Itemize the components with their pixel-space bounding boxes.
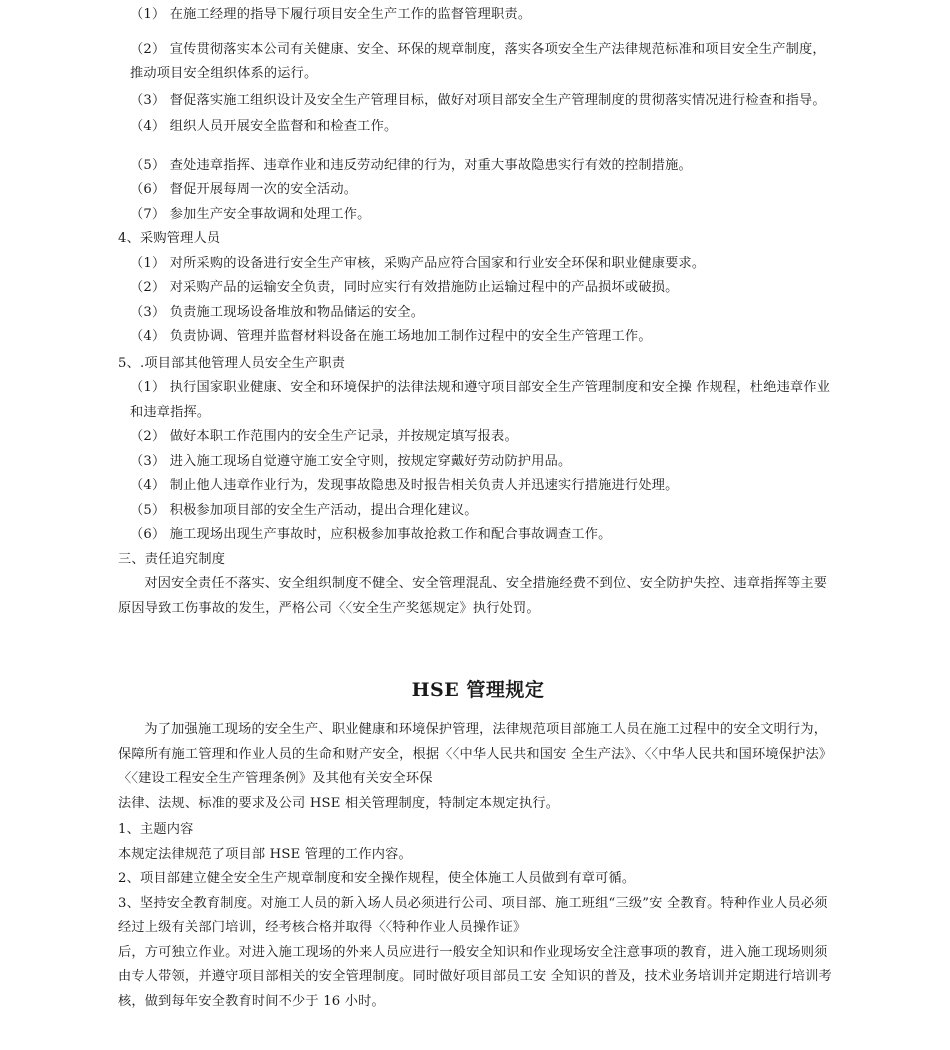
hse-item-2: 2、项目部建立健全安全生产规章制度和安全操作规程，使全体施工人员做到有章可循。 (118, 871, 636, 886)
hse-title: HSE 管理规定 (411, 679, 545, 701)
duty-4-4: （4） 负责协调、管理并监督材料设备在施工场地加工制作过程中的安全生产管理工作。 (130, 329, 652, 344)
hse-item-3b: 后，方可独立作业。对进入施工现场的外来人员应进行一般安全知识和作业现场安全注意事项的教育，进入施工现场则须由专人带领，并遵守项目部相关的安全管理制度。同时做好项目部员工安 全知识的普及，技术业务培训并定期进行培训考核，做到每年安全教育时间不少于 16 小时。 (118, 944, 832, 1009)
hse-intro-1: 为了加强施工现场的安全生产、职业健康和环境保护管理，法律规范项目部施工人员在施工过程中的安全文明行为，保障所有施工管理和作业人员的生命和财产安全，根据〈〈中华人民共和国安 全生产法》、〈〈中华人民共和国环境保护法》〈〈建设工程安全生产管理条例》及其他有关安全环保 (118, 722, 833, 786)
duty-5-2: （2） 做好本职工作范围内的安全生产记录，并按规定填写报表。 (130, 429, 518, 444)
duty-3-7: （7） 参加生产安全事故调和处理工作。 (130, 206, 371, 222)
hse-item-1-heading: 1、主题内容 (118, 822, 194, 837)
heading-procurement: 4、采购管理人员 (118, 231, 221, 246)
duty-5-5: （5） 积极参加项目部的安全生产活动，提出合理化建议。 (130, 502, 478, 518)
heading-accountability: 三、责任追究制度 (118, 551, 226, 567)
duty-4-2: （2） 对采购产品的运输安全负责，同时应实行有效措施防止运输过程中的产品损坏或破损。 (130, 280, 679, 295)
document-page (118, 0, 838, 1014)
duty-3-5: （5） 查处违章指挥、违章作业和违反劳动纪律的行为，对重大事故隐患实行有效的控制措施。 (130, 157, 692, 173)
duty-3-6: （6） 督促开展每周一次的安全活动。 (130, 182, 358, 197)
duty-3-3: （3） 督促落实施工组织设计及安全生产管理目标，做好对项目部安全生产管理制度的贯彻落实情况进行检查和指导。 (130, 92, 826, 108)
accountability-text: 对因安全责任不落实、安全组织制度不健全、安全管理混乱、安全措施经费不到位、安全防护失控、违章指挥等主要原因导致工伤事故的发生，严格公司〈〈安全生产奖惩规定》执行处罚。 (118, 576, 828, 616)
heading-other-staff: 5、.项目部其他管理人员安全生产职责 (118, 355, 346, 371)
duty-5-6: （6） 施工现场出现生产事故时，应积极参加事故抢救工作和配合事故调查工作。 (130, 527, 612, 542)
duty-5-3: （3） 进入施工现场自觉遵守施工安全守则，按规定穿戴好劳动防护用品。 (130, 453, 572, 469)
duty-4-1: （1） 对所采购的设备进行安全生产审核，采购产品应符合国家和行业安全环保和职业健康要求。 (130, 255, 706, 271)
duty-5-1: （1） 执行国家职业健康、安全和环境保护的法律法规和遵守项目部安全生产管理制度和安全操 作规程，杜绝违章作业和违章指挥。 (130, 380, 831, 420)
duty-4-3: （3） 负责施工现场设备堆放和物品储运的安全。 (130, 304, 425, 320)
duty-3-2: （2） 宣传贯彻落实本公司有关健康、安全、环保的规章制度，落实各项安全生产法律规范标准和项目安全生产制度，推动项目安全组织体系的运行。 (130, 41, 826, 81)
hse-item-1-text: 本规定法律规范了项目部 HSE 管理的工作内容。 (118, 846, 412, 862)
hse-intro-2: 法律、法规、标准的要求及公司 HSE 相关管理制度，特制定本规定执行。 (118, 795, 560, 811)
duty-3-4: （4） 组织人员开展安全监督和和检查工作。 (130, 119, 398, 134)
hse-item-3a: 3、坚持安全教育制度。对施工人员的新入场人员必须进行公司、项目部、施工班组“三级”安 全教育。特种作业人员必须经过上级有关部门培训，经考核合格并取得〈〈特种作业人员操作证》 (118, 895, 828, 935)
duty-3-1: （1） 在施工经理的指导下履行项目安全生产工作的监督管理职责。 (130, 7, 532, 22)
duty-5-4: （4） 制止他人违章作业行为，发现事故隐患及时报告相关负责人并迅速实行措施进行处理。 (130, 478, 679, 493)
